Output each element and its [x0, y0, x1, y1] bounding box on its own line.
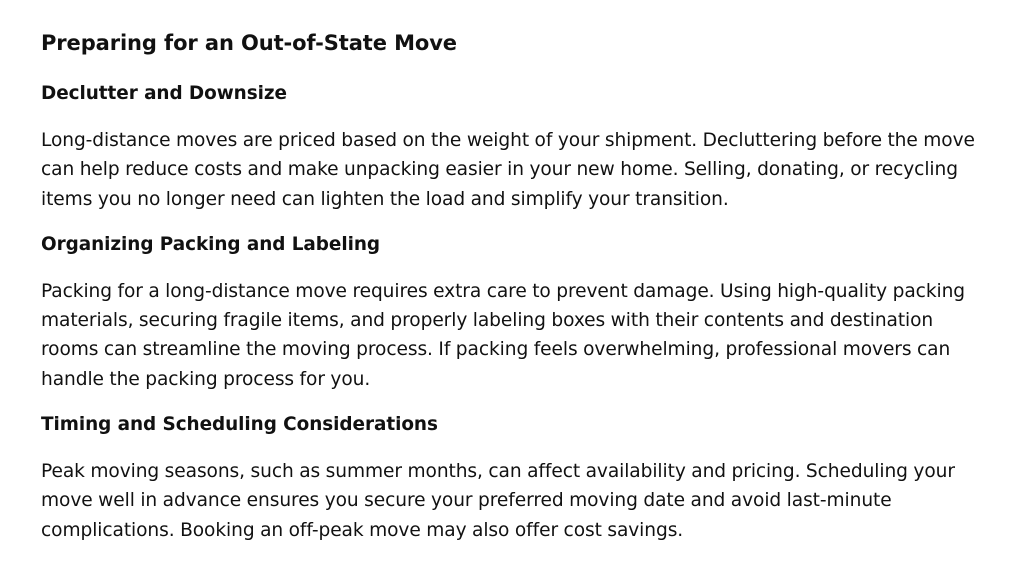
section-packing — [41, 232, 984, 394]
section-paragraph: Packing for a long-distance move requires extra care to prevent damage. Using high-quality packing materials, securing fragile items, and properly labeling boxes with their contents and destination rooms can streamline the moving process. If packing feels overwhelming, professional movers can handle the packing process for you. — [41, 280, 966, 390]
page-title: Preparing for an Out-of-State Move — [41, 31, 457, 55]
section-paragraph: Peak moving seasons, such as summer months, can affect availability and pricing. Scheduling your move well in advance ensures you secure your preferred moving date and avoid last-minute complications. Booking an off-peak move may also offer cost savings. — [41, 461, 955, 541]
section-heading: Organizing Packing and Labeling — [41, 233, 380, 255]
section-heading: Timing and Scheduling Considerations — [41, 414, 438, 436]
section-timing — [41, 412, 984, 545]
section-paragraph: Long-distance moves are priced based on the weight of your shipment. Decluttering before the move can help reduce costs and make unpacking easier in your new home. Selling, donating, or recycling items you no longer need can lighten the load and simplify your transition. — [41, 130, 975, 210]
section-declutter — [41, 81, 984, 214]
section-heading: Declutter and Downsize — [41, 83, 287, 104]
